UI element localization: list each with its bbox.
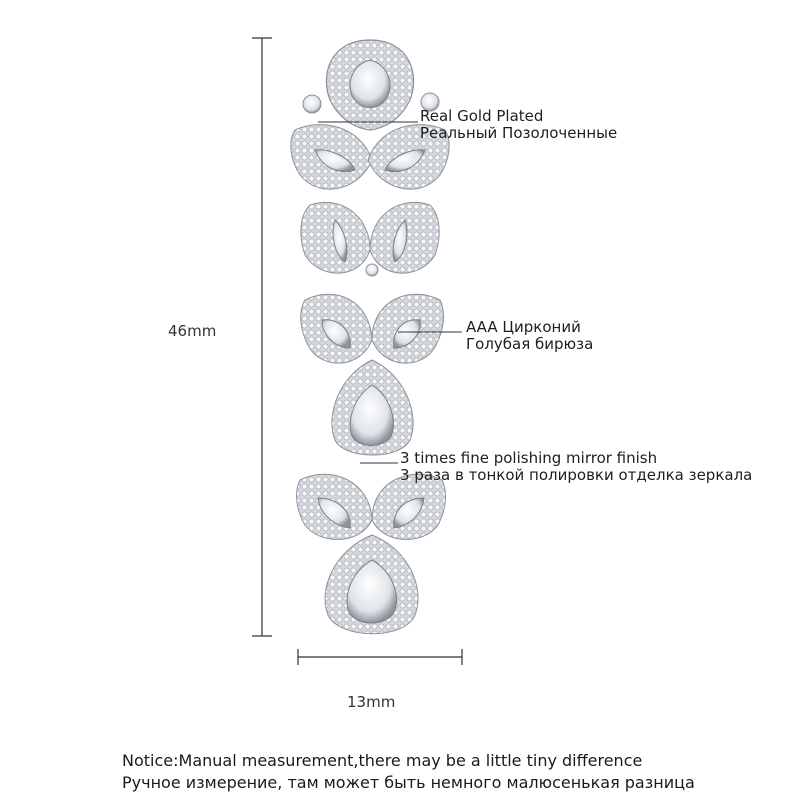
notice-block — [122, 750, 695, 794]
height-dimension-line — [252, 38, 272, 636]
callout-gold-plated-ru: Реальный Позолоченные — [420, 124, 618, 142]
width-label: 13mm — [347, 693, 396, 711]
notice-ru: Ручное измерение, там может быть немного малюсенькая разница — [122, 773, 695, 792]
callout-zircon — [466, 319, 593, 353]
callout-zircon-ru: Голубая бирюза — [466, 335, 594, 353]
callout-gold-plated-en: Real Gold Plated — [420, 107, 544, 125]
height-label: 46mm — [168, 322, 217, 340]
callout-zircon-en: AAA Цирконий — [466, 318, 581, 336]
callout-polishing-ru: 3 раза в тонкой полировки отделка зеркала — [400, 466, 753, 484]
callout-gold-plated — [420, 108, 617, 142]
callout-polishing-en: 3 times fine polishing mirror finish — [400, 449, 658, 467]
callout-polishing — [400, 450, 752, 484]
notice-en: Notice:Manual measurement,there may be a little tiny difference — [122, 751, 643, 770]
width-dimension-line — [298, 649, 462, 665]
